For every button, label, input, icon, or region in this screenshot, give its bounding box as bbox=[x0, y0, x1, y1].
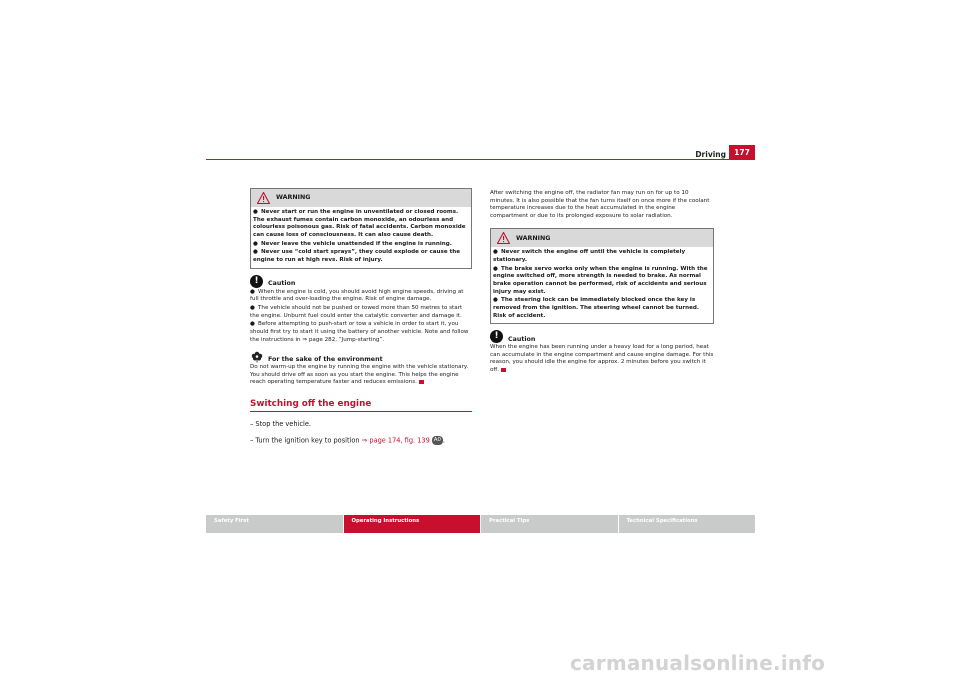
left-column bbox=[250, 188, 472, 452]
tab-safety-first[interactable]: Safety First bbox=[206, 515, 343, 533]
tab-practical-tips[interactable]: Practical Tips bbox=[481, 515, 618, 533]
warning-body bbox=[251, 207, 471, 265]
warning-triangle-icon bbox=[257, 192, 270, 204]
caution-exclamation-icon: ! bbox=[250, 275, 263, 288]
environment-title: For the sake of the environment bbox=[268, 355, 383, 363]
page-header-title: Driving bbox=[695, 150, 726, 159]
bullet-icon: ● bbox=[253, 240, 258, 247]
warning-title: WARNING bbox=[516, 234, 551, 242]
bullet-icon: ● bbox=[253, 209, 258, 215]
caution-item: ● When the engine is cold, you should avoid high engine speeds, driving at full throttle and over-loading the engine. Risk of engine damage. bbox=[250, 288, 464, 303]
environment-header bbox=[250, 350, 472, 363]
header-divider bbox=[206, 159, 755, 160]
warning-item: ● The brake servo works only when the engine is running. With the engine switched off, more strength is needed to brake. As normal brake operation cannot be performed, risk of accidents and serious injury may exist. bbox=[493, 265, 708, 295]
step-item: – Turn the ignition key to position ⇒ page 174, fig. 139 A0 . bbox=[250, 436, 446, 445]
bullet-icon: ● bbox=[250, 305, 255, 312]
bullet-icon: ● bbox=[493, 249, 498, 256]
section-heading: Switching off the engine bbox=[250, 401, 472, 412]
tab-technical-specifications[interactable]: Technical Specifications bbox=[619, 515, 756, 533]
caution-header bbox=[490, 330, 714, 343]
warning-item: ● Never leave the vehicle unattended if the engine is running. bbox=[253, 240, 452, 247]
bullet-icon: ● bbox=[493, 297, 498, 304]
caution-header bbox=[250, 275, 472, 288]
warning-item: ● Never use “cold start sprays”, they could explode or cause the engine to run at high revs. Risk of injury. bbox=[253, 249, 461, 263]
warning-header bbox=[251, 189, 471, 207]
caution-body: When the engine has been running under a heavy load for a long period, heat can accumulate in the engine compartment and cause engine damage. For this reason, you should idle the engine for approx. 2 minutes before you switch it off. bbox=[490, 344, 714, 374]
warning-item: ● Never switch the engine off until the vehicle is completely stationary. bbox=[493, 249, 686, 263]
bullet-icon: ● bbox=[250, 288, 255, 295]
tab-operating-instructions[interactable]: Operating Instructions bbox=[344, 515, 481, 533]
caution-exclamation-icon: ! bbox=[490, 330, 503, 343]
caution-title: Caution bbox=[508, 335, 536, 343]
footer-navigation bbox=[206, 515, 755, 533]
right-column bbox=[490, 190, 714, 376]
watermark-text: carmanualsonline.info bbox=[570, 651, 826, 675]
bullet-icon: ● bbox=[250, 321, 255, 328]
caution-item: ● Before attempting to push-start or tow a vehicle in order to start it, you should first try to start it using the battery of another vehicle. Note and follow the instructions in ⇒ page 282, “Jump-starting”. bbox=[250, 321, 469, 343]
warning-triangle-icon bbox=[497, 232, 510, 244]
environment-flower-icon bbox=[250, 350, 264, 363]
section-end-mark bbox=[419, 380, 424, 384]
ignition-position-badge: A0 bbox=[433, 436, 442, 443]
caution-title: Caution bbox=[268, 280, 296, 288]
warning-header bbox=[491, 229, 713, 247]
section-end-mark bbox=[501, 368, 506, 372]
step-item: – Stop the vehicle. bbox=[250, 419, 311, 428]
bullet-icon: ● bbox=[493, 265, 498, 272]
warning-item: ● The steering lock can be immediately blocked once the key is removed from the ignition. The steering wheel cannot be turned. Risk of accident. bbox=[493, 297, 700, 319]
warning-box bbox=[250, 188, 472, 269]
warning-title: WARNING bbox=[276, 194, 311, 202]
page-number: 177 bbox=[729, 145, 755, 159]
caution-item: ● The vehicle should not be pushed or towed more than 50 metres to start the engine. Unburnt fuel could enter the catalytic converter and damage it. bbox=[250, 305, 463, 319]
warning-item: ● Never start or run the engine in unventilated or closed rooms. The exhaust fumes contain carbon monoxide, an odourless and colourless poisonous gas. Risk of fatal accidents. Carbon monoxide can cause loss of consciousness. It can also cause death. bbox=[253, 209, 466, 238]
caution-body bbox=[250, 289, 472, 345]
environment-body: Do not warm-up the engine by running the engine with the vehicle stationary. You should drive off as soon as you start the engine. This helps the engine reach operating temperature faster and reduces emissions. bbox=[250, 364, 469, 386]
bullet-icon: ● bbox=[253, 249, 258, 256]
warning-body bbox=[491, 247, 713, 320]
page-reference-link[interactable]: ⇒ page 174, fig. 139 bbox=[361, 436, 430, 445]
warning-box bbox=[490, 228, 714, 324]
intro-paragraph: After switching the engine off, the radiator fan may run on for up to 10 minutes. It is also possible that the fan turns itself on once more if the coolant temperature increases due to the heat accumulated in the engine compartment or due to its prolonged exposure to solar radiation. bbox=[490, 190, 710, 219]
